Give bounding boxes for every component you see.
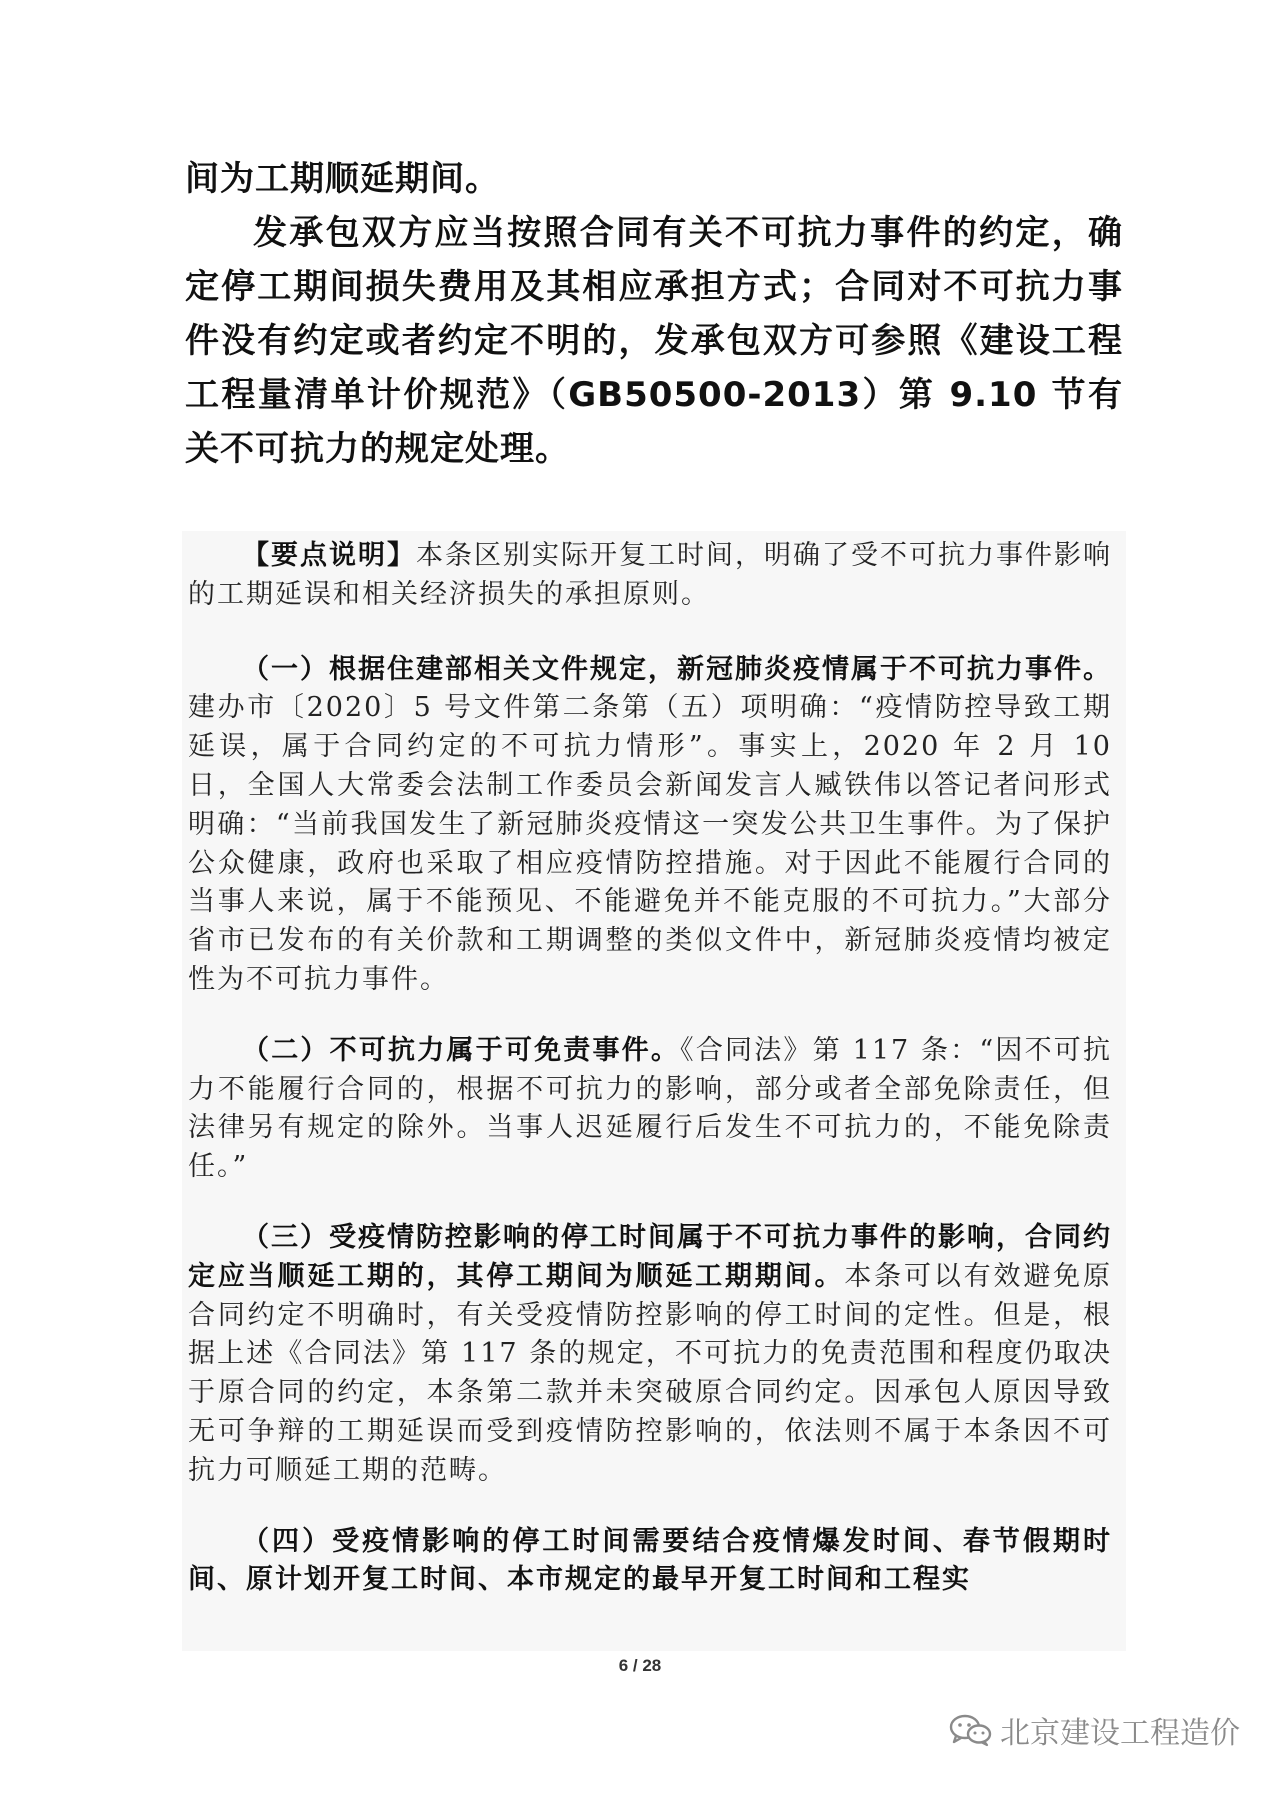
notes-item-body: 《合同法》第 117 条：“因不可抗力不能履行合同的，根据不可抗力的影响，部分或者全部免除责任，但法律另有规定的除外。当事人迟延履行后发生不可抗力的，不能免除责任。”	[188, 1034, 1113, 1183]
watermark	[948, 1710, 1240, 1750]
watermark-text: 北京建设工程造价	[1000, 1716, 1240, 1751]
notes-intro	[188, 537, 1112, 615]
notes-item-heading: （三）受疫情防控影响的停工时间属于不可抗力事件的影响，合同约定应当顺延工期的，其停工期间为顺延工期期间。	[188, 1221, 1112, 1292]
notes-box	[182, 531, 1126, 1651]
notes-item-heading: （一）根据住建部相关文件规定，新冠肺炎疫情属于不可抗力事件。	[242, 653, 1112, 685]
notes-item-body: 建办市〔2020〕5 号文件第二条第（五）项明确：“疫情防控导致工期延误，属于合同约定的不可抗力情形”。事实上，2020 年 2 月 10 日，全国人大常委会法制工作委员会新闻发言人臧铁伟以答记者问形式明确：“当前我国发生了新冠肺炎疫情这一突发公共卫生事件。为了保护公众健康，政府也采取了相应疫情防控措施。对于因此不能履行合同的当事人来说，属于不能预见、不能避免并不能克服的不可抗力。”大部分省市已发布的有关价款和工期调整的类似文件中，新冠肺炎疫情均被定性为不可抗力事件。	[188, 692, 1112, 995]
notes-item-body: 本条可以有效避免原合同约定不明确时，有关受疫情防控影响的停工时间的定性。但是，根据上述《合同法》第 117 条的规定，不可抗力的免责范围和程度仍取决于原合同的约定，本条第二款并未突破原合同约定。因承包人原因导致无可争辩的工期延误而受到疫情防控影响的，依法则不属于本条因不可抗力可顺延工期的范畴。	[188, 1260, 1113, 1486]
paragraph-force-majeure-losses: 发承包双方应当按照合同有关不可抗力事件的约定，确定停工期间损失费用及其相应承担方式；合同对不可抗力事件没有约定或者约定不明的，发承包双方可参照《建设工程工程量清单计价规范》（GB50500-2013）第 9.10 节有关不可抗力的规定处理。	[185, 213, 1123, 469]
notes-item-1	[188, 651, 1112, 1000]
paragraph-continuation: 间为工期顺延期间。	[185, 159, 500, 199]
main-text	[185, 152, 1123, 476]
notes-item-2	[188, 1032, 1112, 1187]
notes-item-heading: （二）不可抗力属于可免责事件。	[242, 1034, 681, 1066]
notes-item-3	[188, 1219, 1112, 1491]
notes-intro-text: 本条区别实际开复工时间，明确了受不可抗力事件影响的工期延误和相关经济损失的承担原则。	[188, 540, 1112, 610]
page-number: 6 / 28	[618, 1656, 662, 1675]
notes-intro-label: 【要点说明】	[242, 540, 416, 571]
notes-item-4	[188, 1523, 1112, 1601]
wechat-icon	[948, 1713, 992, 1747]
notes-item-heading: （四）受疫情影响的停工时间需要结合疫情爆发时间、春节假期时间、原计划开复工时间、本市规定的最早开复工时间和工程实	[188, 1525, 1112, 1596]
